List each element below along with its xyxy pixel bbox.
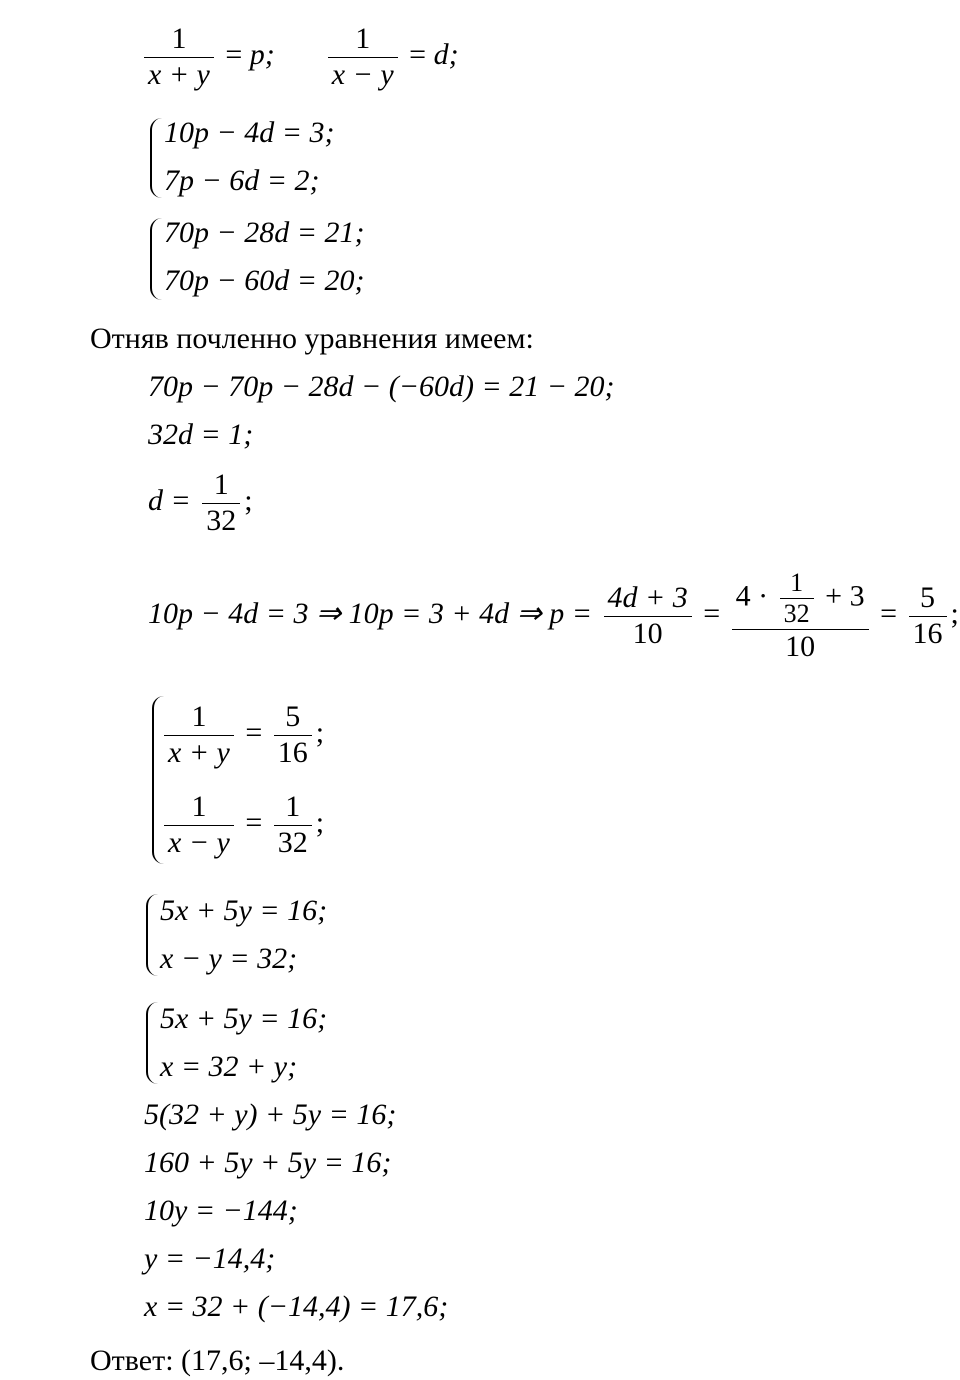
fraction: $\frac{1}{32}$	[274, 790, 312, 860]
substitution-line: $\frac{1}{x + y}$ = p; $\frac{1}{x - y}$ = d;	[140, 22, 459, 92]
equation: 32d = 1;	[148, 418, 254, 451]
system-brace	[150, 218, 162, 300]
equation: 10y = −144;	[144, 1194, 298, 1227]
equation: $\frac{1}{x + y}$ = $\frac{5}{16}$ ;	[160, 700, 324, 770]
equation: 70p − 60d = 20;	[164, 264, 365, 297]
equation: 7p − 6d = 2;	[164, 164, 320, 197]
equation: $\frac{1}{x - y}$ = $\frac{1}{32}$ ;	[160, 790, 324, 860]
equation: 70p − 70p − 28d − (−60d) = 21 − 20;	[148, 370, 615, 403]
equation: 10p − 4d = 3;	[164, 116, 335, 149]
fraction: $\frac{1}{x - y}$	[328, 22, 398, 92]
d-result: d = $\frac{1}{32}$ ;	[148, 468, 253, 537]
equation: 5x + 5y = 16;	[160, 894, 328, 927]
system-brace	[146, 894, 158, 976]
equation: 5x + 5y = 16;	[160, 1002, 328, 1035]
equation: x = 32 + (−14,4) = 17,6;	[144, 1290, 449, 1323]
fraction: $\frac{4d + 3}{10}$	[604, 581, 692, 651]
inner-fraction: $\frac{1}{32}$	[780, 568, 814, 629]
answer: Ответ: (17,6; –14,4).	[90, 1344, 345, 1377]
system-brace	[146, 1002, 158, 1084]
equation: 70p − 28d = 21;	[164, 216, 365, 249]
fraction: $\frac{1}{32}$	[202, 468, 240, 538]
equation: y = −14,4;	[144, 1242, 276, 1275]
fraction: $\frac{1}{x - y}$	[164, 790, 234, 860]
fraction: $\frac{1}{x + y}$	[164, 700, 234, 770]
system-brace	[150, 118, 162, 198]
equation: 160 + 5y + 5y = 16;	[144, 1146, 392, 1179]
fraction: $\frac{5}{16}$	[909, 581, 947, 651]
fraction: $\frac{1}{x + y}$	[144, 22, 214, 92]
explanation-text: Отняв почленно уравнения имеем:	[90, 322, 534, 355]
p-calculation: 10p − 4d = 3 ⇒ 10p = 3 + 4d ⇒ p = $\frac{4d + 3}{10}$ = 4 · $\frac{1}{32}$ + 3 10 = $\frac{5}{16}$ ;	[148, 568, 959, 663]
fraction: 4 · $\frac{1}{32}$ + 3 10	[732, 568, 869, 664]
equation: x − y = 32;	[160, 942, 298, 975]
fraction: $\frac{5}{16}$	[274, 700, 312, 770]
equation: x = 32 + y;	[160, 1050, 298, 1083]
equation: 5(32 + y) + 5y = 16;	[144, 1098, 397, 1131]
